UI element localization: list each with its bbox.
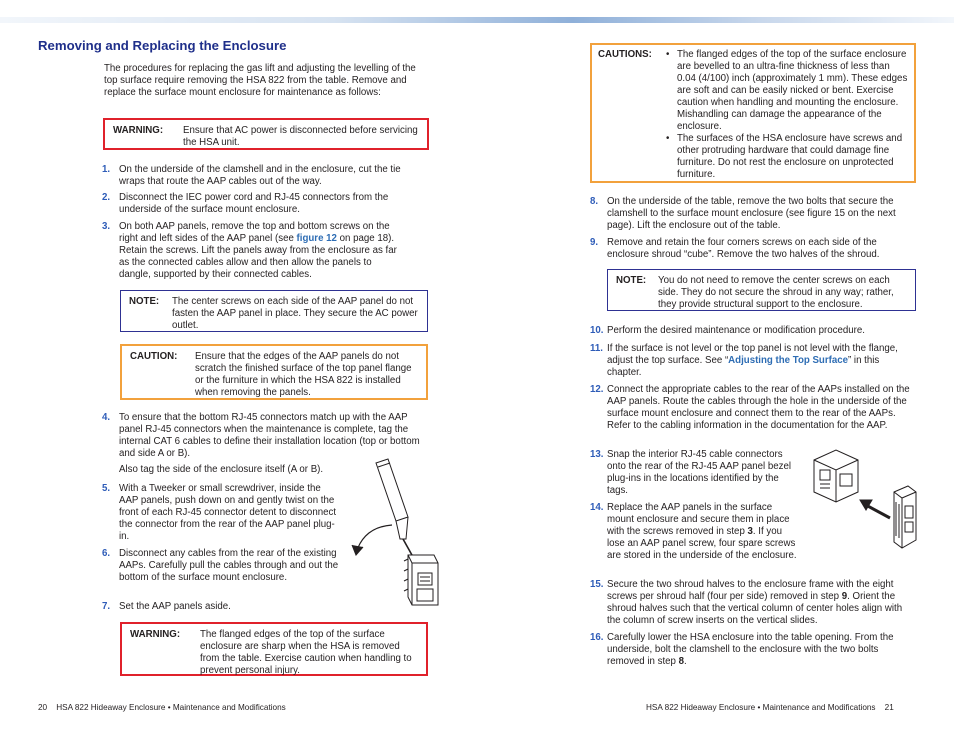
right-footer [646,702,894,714]
step-number: 2. [102,192,111,203]
step-number: 12. [590,384,604,395]
step-text-part: Secure the two shroud halves to the enclosure frame with the eight screws per shroud half (four per side) removed in step [607,579,894,602]
step-text-part: . Orient the shroud halves such that the vertical column of center holes align with the column of screw inserts on the vertical slides. [607,591,903,626]
caution-text: Ensure that the edges of the AAP panels do not scratch the finished surface of the top panel flange or the furniture in which the HSA 822 is installed when removing the panels. [195,351,412,398]
note-box-shroud [607,269,916,311]
step-number: 10. [590,325,604,336]
step-text-part: If the surface is not level or the top panel is not level with the flange, adjust the top surface. See “ [607,343,898,366]
step-text-part: . [684,656,687,667]
step-number: 3. [102,221,111,232]
adjusting-top-surface-link[interactable]: Adjusting the Top Surface [728,355,849,366]
caution-item: • The flanged edges of the top of the surface enclosure are bevelled to an ultra-fine thickness of less than 0.04 (4/100) inch (approximately 1 mm). These edges are soft and can be easily nicked or bent. Exercise caution when handling and mounting the enclosure. Mishandling can damage the appearance of the enclosure. [664,49,908,133]
step-text: Disconnect the IEC power cord and RJ-45 connectors from the underside of the surface mount enclosure. [119,192,389,215]
step-13 [590,449,798,497]
step-text: On the underside of the table, remove the two bolts that secure the clamshell to the surface mount enclosure (see figure 15 on the next page). Lift the enclosure out of the table. [607,196,896,231]
step-number: 5. [102,483,111,494]
cautions-label: CAUTIONS: [598,49,652,60]
step-text: Remove and retain the four corners screws on each side of the enclosure shroud “cube”. Remove the two halves of the shroud. [607,237,880,260]
step-5 [102,483,342,543]
warning-label: WARNING: [130,629,181,640]
note-label: NOTE: [616,275,647,286]
note-box-center-screws [120,290,428,332]
step-number: 11. [590,343,603,354]
rj45-bezel-illustration [806,448,918,572]
screwdriver-rj45-illustration [348,455,438,615]
cautions-box [590,43,916,183]
left-footer [38,702,286,714]
warning-box-sharp-edges [120,622,428,676]
step-text: Disconnect any cables from the rear of the existing AAPs. Carefully pull the cables through and out the bottom of the surface mount enclosure. [119,548,339,583]
step-text: Snap the interior RJ-45 cable connectors onto the rear of the RJ-45 AAP panel bezel plug-ins in the locations identified by the tags. [607,449,792,496]
warning-label: WARNING: [113,125,164,136]
step-number: 6. [102,548,111,559]
step-text [607,502,798,562]
step-15 [590,579,916,627]
step-text: Connect the appropriate cables to the rear of the AAPs installed on the AAP panels. Route the cables through the hole in the underside of the surface mount enclosure and connect them to the rear of the AAPs. Refer to the cabling information in the documentation for the AAP. [607,384,910,431]
step-number: 4. [102,412,111,423]
step-text [607,343,916,379]
step-11 [590,343,916,379]
caution-label: CAUTION: [130,351,178,362]
note-label: NOTE: [129,296,160,307]
step-number: 14. [590,502,604,513]
step-text [607,579,916,627]
step-text-main: To ensure that the bottom RJ-45 connectors match up with the AAP panel RJ-45 connectors when the maintenance is complete, tag the internal CAT 6 cables to define their installation location (top or bottom and side A or B). [119,412,420,459]
step-1 [102,164,428,188]
warning-text: The flanged edges of the top of the surface enclosure are sharp when the HSA is removed from the table. Exercise caution when handling to prevent personal injury. [200,629,412,676]
step-text-part: on page 18). Retain the screws. Lift the panels away from the enclosure as far as the connected cables allow and then allow the panels to dangle, supported by their connected cables. [119,233,397,280]
step-text-part: Carefully lower the HSA enclosure into the table opening. From the underside, bolt the clamshell to the enclosure with the two bolts removed in step [607,632,894,667]
step-text [119,221,402,281]
footer-title: HSA 822 Hideaway Enclosure • Maintenance and Modifications [56,703,286,712]
step-16 [590,632,916,668]
step-ref: 9 [841,591,848,602]
step-text-part: Replace the AAP panels in the surface mount enclosure and secure them in place with the screws removed in step [607,502,790,537]
step-number: 15. [590,579,604,590]
step-text: With a Tweeker or small screwdriver, inside the AAP panels, push down on and gently twist on the front of each RJ-45 connector detent to disconnect the connector from the rear of the AAP panel plug-in. [119,483,337,542]
step-10 [590,325,916,337]
warning-box-power [103,118,429,150]
step-number: 9. [590,237,599,248]
step-number: 13. [590,449,604,460]
step-text-part: . If you lose an AAP panel screw, four spare screws are stored in the underside of the enclosure. [607,526,797,561]
step-6 [102,548,342,584]
warning-text: Ensure that AC power is disconnected before servicing the HSA unit. [183,125,418,148]
step-number: 7. [102,601,111,612]
note-text: The center screws on each side of the AAP panel do not fasten the AAP panel in place. They secure the AC power outlet. [172,296,418,331]
section-heading: Removing and Replacing the Enclosure [38,38,287,53]
step-text-part: ” in this chapter. [607,355,880,378]
step-number: 1. [102,164,111,175]
step-2 [102,192,428,216]
step-3 [102,221,402,281]
step-number: 8. [590,196,599,207]
note-text: You do not need to remove the center screws on each side. They do not secure the shroud in any way; rather, they provide structural support to the enclosure. [658,275,894,310]
header-gradient-bar [0,17,954,23]
step-7 [102,601,342,613]
page-number: 21 [884,703,894,712]
step-text: Set the AAP panels aside. [119,601,231,612]
cautions-list [664,49,908,180]
caution-item: • The surfaces of the HSA enclosure have screws and other protruding hardware that could damage fine furniture. Do not rest the enclosure on unprotected furniture. [664,133,908,181]
step-ref: 3 [747,526,753,537]
step-number: 16. [590,632,604,643]
page-number: 20 [38,703,48,712]
step-ref: 8 [678,656,685,667]
caution-box-scratch [120,344,428,400]
step-text: On the underside of the clamshell and in the enclosure, cut the tie wraps that route the AAP cables out of the way. [119,164,401,187]
step-text [607,632,916,668]
step-text: Perform the desired maintenance or modification procedure. [607,325,865,336]
step-12 [590,384,916,432]
intro-paragraph: The procedures for replacing the gas lift and adjusting the levelling of the top surface require removing the HSA 822 from the table. Remove and replace the surface mount enclosure for maintenance as follows: [104,63,416,98]
step-text-extra: Also tag the side of the enclosure itself (A or B). [119,464,324,475]
step-14 [590,502,798,562]
footer-title: HSA 822 Hideaway Enclosure • Maintenance and Modifications [646,703,876,712]
step-8 [590,196,916,232]
step-text-part: On both AAP panels, remove the top and bottom screws on the right and left sides of the AAP panel (see [119,221,390,244]
step-9 [590,237,916,261]
figure-12-link[interactable]: figure 12 [296,233,337,244]
